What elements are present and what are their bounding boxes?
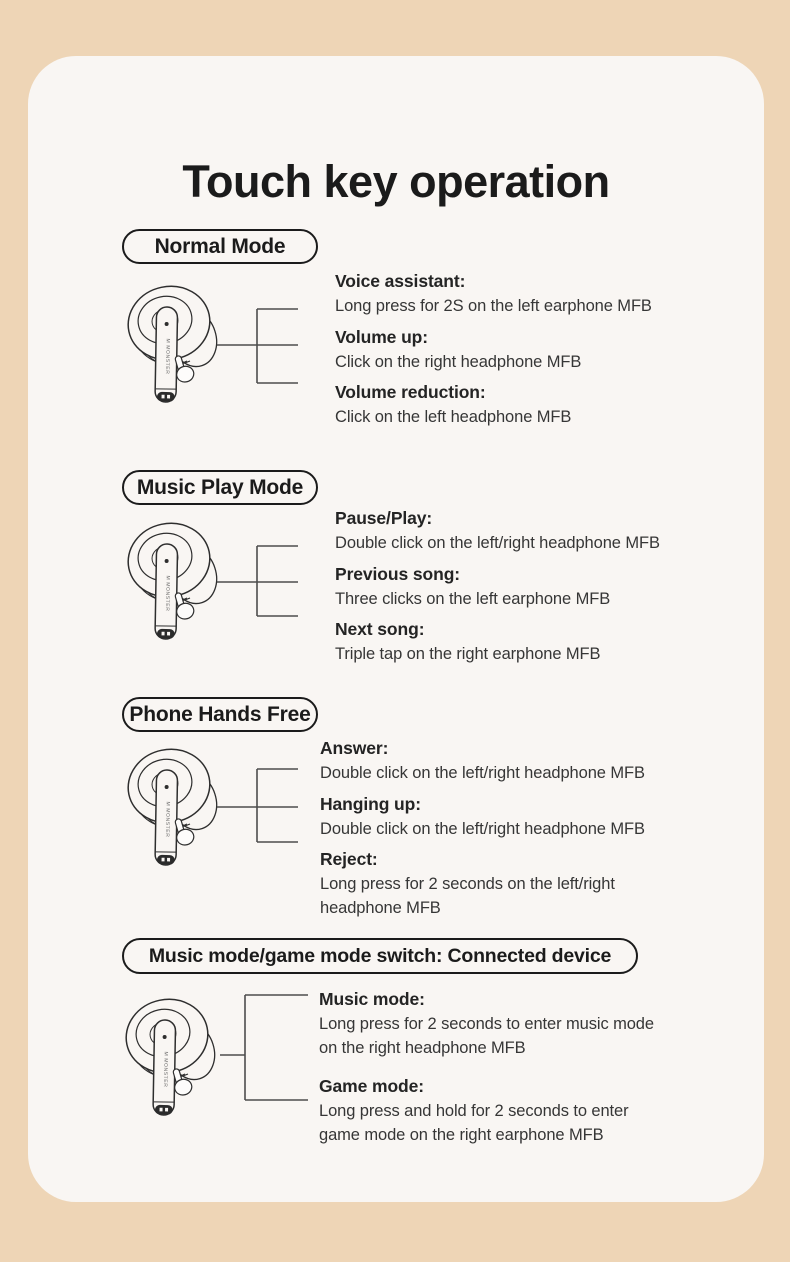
instruction-line: Long press for 2S on the left earphone MFB (335, 297, 652, 315)
instruction-item (319, 986, 739, 1060)
section-label-text: Music mode/game mode switch: Connected device (148, 944, 612, 967)
instruction-list (335, 268, 755, 435)
section-label-text: Phone Hands Free (129, 702, 311, 726)
instruction-list (319, 986, 739, 1160)
instruction-line: Triple tap on the right earphone MFB (335, 645, 601, 663)
instruction-item (320, 791, 740, 841)
instruction-title: Pause/Play: (335, 508, 433, 528)
instruction-line: Click on the left headphone MFB (335, 408, 572, 426)
earbud-illustration (120, 747, 220, 869)
instruction-item (335, 561, 755, 611)
instruction-line: Three clicks on the left earphone MFB (335, 589, 611, 608)
instruction-item (320, 735, 740, 785)
instruction-line: Long press for 2 seconds on the left/right (320, 875, 615, 893)
instruction-title: Voice assistant: (335, 271, 466, 291)
instruction-item (320, 846, 740, 920)
instruction-line: Double click on the left/right headphone MFB (335, 534, 660, 552)
instruction-line: Click on the right headphone MFB (335, 352, 582, 371)
instruction-item (335, 324, 755, 374)
instruction-title: Previous song: (335, 563, 461, 584)
instruction-line: game mode on the right earphone MFB (319, 1126, 604, 1144)
instruction-line: on the right headphone MFB (319, 1039, 526, 1057)
instruction-title: Answer: (320, 738, 389, 758)
section-label-music-play-mode (122, 470, 318, 505)
instruction-line: Double click on the left/right headphone MFB (320, 764, 645, 782)
instruction-title: Volume up: (335, 326, 428, 347)
earbud-illustration (118, 997, 218, 1119)
section-label-text: Normal Mode (154, 234, 286, 258)
instruction-title: Game mode: (319, 1076, 424, 1096)
instruction-line: Double click on the left/right headphone MFB (320, 819, 645, 838)
instruction-title: Music mode: (319, 989, 425, 1009)
section-label-normal-mode (122, 229, 318, 264)
connector-lines (216, 988, 312, 1107)
section-label-phone-hands-free (122, 697, 318, 732)
instruction-line: Long press for 2 seconds to enter music mode (319, 1015, 654, 1033)
connector-lines (214, 539, 302, 627)
instruction-title: Volume reduction: (335, 382, 486, 402)
instruction-list (335, 505, 755, 672)
section-label-text: Music Play Mode (136, 475, 304, 499)
instruction-list (320, 735, 740, 926)
earbud-illustration (120, 284, 220, 406)
instruction-item (335, 379, 755, 429)
instruction-item (335, 505, 755, 555)
earbud-illustration (120, 521, 220, 643)
instruction-line: headphone MFB (320, 899, 441, 917)
instruction-item (335, 268, 755, 318)
instruction-title: Next song: (335, 619, 425, 639)
page-title: Touch key operation (182, 156, 610, 208)
section-label-mode-switch (122, 938, 638, 974)
connector-lines (214, 302, 302, 390)
connector-lines (214, 762, 302, 850)
instruction-item (335, 616, 755, 666)
instruction-line: Long press and hold for 2 seconds to enter (319, 1102, 629, 1120)
instruction-card (28, 56, 764, 1202)
instruction-title: Hanging up: (320, 793, 421, 814)
instruction-item (319, 1073, 739, 1147)
instruction-title: Reject: (320, 849, 378, 869)
